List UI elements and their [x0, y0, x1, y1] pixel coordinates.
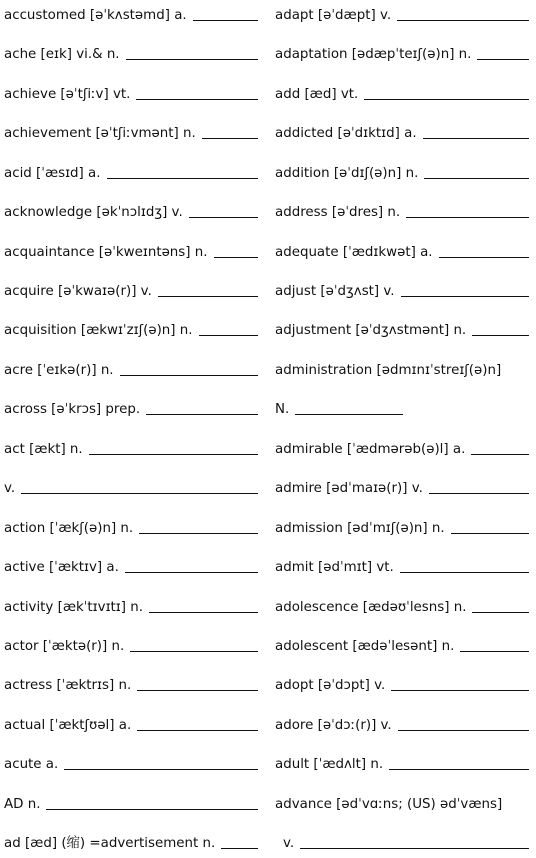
vocab-row [275, 280, 529, 300]
answer-blank[interactable] [300, 848, 529, 849]
answer-blank[interactable] [472, 335, 529, 336]
vocab-entry: addicted [əˈdɪktɪd] a. [275, 126, 417, 141]
vocab-entry: acquisition [ækwɪˈzɪʃ(ə)n] n. [4, 323, 193, 338]
vocab-entry: adolescence [ædəʊˈlesns] n. [275, 600, 467, 615]
vocab-row [275, 477, 529, 497]
vocab-row [4, 319, 258, 339]
vocab-row [275, 201, 529, 221]
vocab-entry: adaptation [ədæpˈteɪʃ(ə)n] n. [275, 47, 472, 62]
answer-blank[interactable] [137, 730, 258, 731]
answer-blank[interactable] [139, 533, 258, 534]
answer-blank[interactable] [107, 178, 259, 179]
answer-blank[interactable] [46, 809, 258, 810]
vocab-entry: admit [ədˈmɪt] vt. [275, 560, 394, 575]
vocab-entry: adapt [əˈdæpt] v. [275, 8, 392, 23]
vocab-row [4, 398, 258, 418]
vocab-row [4, 4, 258, 24]
answer-blank[interactable] [149, 612, 258, 613]
answer-blank[interactable] [398, 730, 529, 731]
answer-blank[interactable] [295, 414, 403, 415]
answer-blank[interactable] [401, 296, 529, 297]
vocab-row [275, 674, 529, 694]
answer-blank[interactable] [221, 848, 258, 849]
vocab-entry: act [ækt] n. [4, 442, 83, 457]
answer-blank[interactable] [400, 572, 529, 573]
answer-blank[interactable] [125, 572, 258, 573]
vocab-entry: addition [əˈdɪʃ(ə)n] n. [275, 166, 419, 181]
vocab-entry: v. [283, 836, 295, 851]
answer-blank[interactable] [189, 217, 258, 218]
vocab-row [275, 359, 529, 379]
vocab-row [275, 438, 529, 458]
vocab-entry: acid [ˈæsɪd] a. [4, 166, 101, 181]
vocab-entry: adjust [əˈdʒʌst] v. [275, 284, 395, 299]
vocab-row [4, 793, 258, 813]
answer-blank[interactable] [406, 217, 529, 218]
vocab-row [4, 714, 258, 734]
vocab-entry: acquire [əˈkwaɪə(r)] v. [4, 284, 152, 299]
answer-blank[interactable] [202, 138, 258, 139]
vocab-row [4, 832, 258, 852]
vocab-entry: achievement [əˈtʃiːvmənt] n. [4, 126, 196, 141]
vocab-entry: administration [ədmɪnɪˈstreɪʃ(ə)n] [275, 363, 502, 378]
vocab-row [4, 753, 258, 773]
answer-blank[interactable] [120, 375, 258, 376]
vocab-entry: acute a. [4, 757, 59, 772]
answer-blank[interactable] [423, 138, 529, 139]
answer-blank[interactable] [126, 59, 258, 60]
vocab-entry: AD n. [4, 797, 41, 812]
vocab-entry: action [ˈækʃ(ə)n] n. [4, 521, 134, 536]
vocab-row [4, 122, 258, 142]
vocab-row [4, 83, 258, 103]
vocab-entry: activity [ækˈtɪvɪtɪ] n. [4, 600, 143, 615]
answer-blank[interactable] [64, 769, 258, 770]
vocab-entry: acre [ˈeɪkə(r)] n. [4, 363, 114, 378]
vocab-row [275, 43, 529, 63]
vocab-entry: N. [275, 402, 290, 417]
answer-blank[interactable] [477, 59, 529, 60]
answer-blank[interactable] [391, 690, 529, 691]
answer-blank[interactable] [136, 99, 258, 100]
answer-blank[interactable] [389, 769, 529, 770]
vocab-entry: actual [ˈæktʃʊəl] a. [4, 718, 132, 733]
vocab-row [4, 241, 258, 261]
answer-blank[interactable] [137, 690, 258, 691]
vocab-entry: adjustment [əˈdʒʌstmənt] n. [275, 323, 467, 338]
vocab-row [4, 517, 258, 537]
vocab-row [275, 241, 529, 261]
vocab-entry: actress [ˈæktrɪs] n. [4, 678, 132, 693]
vocab-entry: adequate [ˈædɪkwət] a. [275, 245, 433, 260]
vocab-row [4, 635, 258, 655]
vocab-entry: accustomed [əˈkʌstəmd] a. [4, 8, 187, 23]
vocab-entry: v. [4, 481, 16, 496]
vocab-row [275, 83, 529, 103]
answer-blank[interactable] [214, 257, 259, 258]
vocab-row [4, 674, 258, 694]
answer-blank[interactable] [471, 454, 529, 455]
vocab-entry: acknowledge [əkˈnɔlɪdʒ] v. [4, 205, 183, 220]
answer-blank[interactable] [472, 612, 529, 613]
vocab-row [275, 556, 529, 576]
answer-blank[interactable] [89, 454, 258, 455]
vocab-entry: admission [ədˈmɪʃ(ə)n] n. [275, 521, 445, 536]
vocab-entry: adore [əˈdɔː(r)] v. [275, 718, 392, 733]
vocab-entry: adopt [əˈdɔpt] v. [275, 678, 386, 693]
vocab-row [275, 832, 529, 852]
vocab-entry: advance [ədˈvɑːns; (US) ədˈvæns] [275, 797, 503, 812]
vocab-entry: address [əˈdres] n. [275, 205, 401, 220]
vocab-row [275, 4, 529, 24]
answer-blank[interactable] [158, 296, 258, 297]
answer-blank[interactable] [424, 178, 529, 179]
vocab-entry: admire [ədˈmaɪə(r)] v. [275, 481, 423, 496]
vocab-row [4, 43, 258, 63]
answer-blank[interactable] [439, 257, 529, 258]
vocab-entry: achieve [əˈtʃiːv] vt. [4, 87, 131, 102]
vocab-entry: admirable [ˈædmərəb(ə)l] a. [275, 442, 466, 457]
vocab-row [275, 122, 529, 142]
answer-blank[interactable] [397, 20, 529, 21]
vocab-row [275, 517, 529, 537]
vocab-row [4, 359, 258, 379]
answer-blank[interactable] [193, 20, 258, 21]
vocab-row [275, 714, 529, 734]
answer-blank[interactable] [21, 493, 258, 494]
vocab-row [4, 438, 258, 458]
vocab-row [4, 477, 258, 497]
vocab-row [4, 556, 258, 576]
answer-blank[interactable] [130, 651, 258, 652]
vocab-row [4, 201, 258, 221]
vocab-row [275, 635, 529, 655]
answer-blank[interactable] [146, 414, 258, 415]
answer-blank[interactable] [199, 335, 258, 336]
vocab-row [4, 280, 258, 300]
vocab-entry: across [əˈkrɔs] prep. [4, 402, 141, 417]
vocab-entry: active [ˈæktɪv] a. [4, 560, 119, 575]
vocab-entry: ad [æd] (缩) =advertisement n. [4, 836, 216, 851]
vocab-row [275, 753, 529, 773]
vocab-entry: acquaintance [əˈkweɪntəns] n. [4, 245, 208, 260]
answer-blank[interactable] [451, 533, 529, 534]
vocab-row [275, 793, 529, 813]
answer-blank[interactable] [429, 493, 529, 494]
vocab-row [4, 162, 258, 182]
vocab-entry: adult [ˈædʌlt] n. [275, 757, 384, 772]
answer-blank[interactable] [364, 99, 529, 100]
vocab-row [275, 398, 529, 418]
vocab-entry: actor [ˈæktə(r)] n. [4, 639, 125, 654]
vocab-entry: ache [eɪk] vi.& n. [4, 47, 120, 62]
vocab-row [4, 596, 258, 616]
vocab-row [275, 596, 529, 616]
vocab-row [275, 162, 529, 182]
vocab-entry: adolescent [ædəˈlesənt] n. [275, 639, 455, 654]
answer-blank[interactable] [460, 651, 529, 652]
vocab-entry: add [æd] vt. [275, 87, 359, 102]
vocab-row [275, 319, 529, 339]
